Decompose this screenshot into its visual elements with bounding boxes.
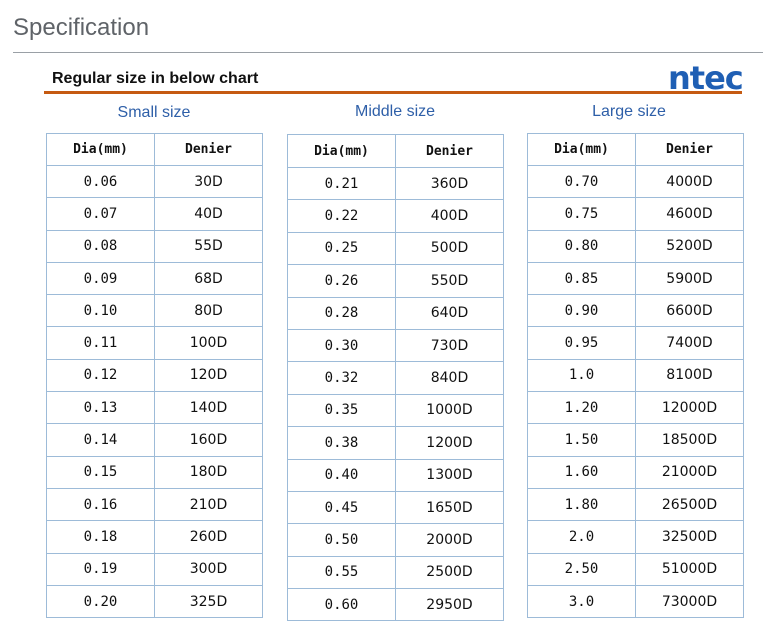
dia-cell: 0.28 [288,297,396,329]
denier-cell: 160D [155,424,263,456]
table-row [528,359,744,391]
dia-cell: 0.45 [288,491,396,523]
dia-cell: 0.15 [47,456,155,488]
denier-cell: 80D [155,295,263,327]
dia-cell: 2.50 [528,553,636,585]
table-row [288,556,504,588]
table-row [528,166,744,198]
dia-cell: 0.22 [288,200,396,232]
dia-column-header: Dia(mm) [47,134,155,166]
dia-cell: 0.95 [528,327,636,359]
table-row [528,198,744,230]
dia-cell: 0.20 [47,585,155,617]
dia-cell: 0.26 [288,265,396,297]
denier-cell: 1650D [396,491,504,523]
dia-cell: 0.60 [288,589,396,621]
denier-cell: 260D [155,521,263,553]
table-row [47,488,263,520]
denier-cell: 26500D [636,488,744,520]
table-row [288,265,504,297]
table-row [528,521,744,553]
denier-cell: 4000D [636,166,744,198]
dia-cell: 0.18 [47,521,155,553]
dia-cell: 0.35 [288,394,396,426]
small-size-table [46,133,263,618]
table-row [288,297,504,329]
denier-cell: 2950D [396,589,504,621]
denier-cell: 210D [155,488,263,520]
denier-cell: 1200D [396,427,504,459]
dia-cell: 0.75 [528,198,636,230]
dia-cell: 0.70 [528,166,636,198]
table-row [288,232,504,264]
dia-cell: 0.90 [528,295,636,327]
dia-cell: 0.80 [528,230,636,262]
table-row [288,427,504,459]
dia-cell: 0.85 [528,262,636,294]
denier-cell: 51000D [636,553,744,585]
table-row [288,491,504,523]
dia-column-header: Dia(mm) [288,135,396,168]
denier-cell: 18500D [636,424,744,456]
table-row [47,230,263,262]
denier-cell: 640D [396,297,504,329]
table-row [47,585,263,617]
dia-cell: 0.50 [288,524,396,556]
dia-cell: 1.50 [528,424,636,456]
denier-cell: 55D [155,230,263,262]
denier-cell: 1000D [396,394,504,426]
table-row [528,262,744,294]
denier-cell: 140D [155,392,263,424]
denier-cell: 7400D [636,327,744,359]
denier-cell: 120D [155,359,263,391]
table-row [47,166,263,198]
denier-column-header: Denier [155,134,263,166]
table-row [528,585,744,617]
denier-cell: 730D [396,329,504,361]
denier-column-header: Denier [636,134,744,166]
table-row [288,459,504,491]
dia-cell: 1.60 [528,456,636,488]
dia-cell: 0.38 [288,427,396,459]
denier-cell: 325D [155,585,263,617]
table-row [288,589,504,621]
table-row [47,327,263,359]
denier-cell: 100D [155,327,263,359]
denier-cell: 8100D [636,359,744,391]
denier-cell: 360D [396,168,504,200]
denier-cell: 30D [155,166,263,198]
table-row [528,392,744,424]
table-header-row [288,135,504,168]
dia-cell: 0.32 [288,362,396,394]
denier-cell: 180D [155,456,263,488]
denier-cell: 500D [396,232,504,264]
dia-cell: 0.12 [47,359,155,391]
denier-cell: 21000D [636,456,744,488]
table-row [288,329,504,361]
table-row [288,200,504,232]
table-row [528,295,744,327]
large-size-title: Large size [592,103,666,120]
middle-size-table [287,134,504,621]
denier-cell: 400D [396,200,504,232]
table-row [288,524,504,556]
dia-cell: 0.14 [47,424,155,456]
denier-cell: 32500D [636,521,744,553]
dia-cell: 0.40 [288,459,396,491]
table-row [528,456,744,488]
dia-column-header: Dia(mm) [528,134,636,166]
dia-cell: 0.21 [288,168,396,200]
page-title: Specification [13,14,150,41]
table-row [47,295,263,327]
table-row [47,456,263,488]
denier-cell: 2500D [396,556,504,588]
denier-column-header: Denier [396,135,504,168]
heading-divider [13,52,763,53]
table-header-row [528,134,744,166]
denier-cell: 5900D [636,262,744,294]
table-row [288,362,504,394]
denier-cell: 2000D [396,524,504,556]
dia-cell: 0.08 [47,230,155,262]
table-row [47,262,263,294]
denier-cell: 73000D [636,585,744,617]
dia-cell: 0.07 [47,198,155,230]
table-row [47,521,263,553]
dia-cell: 0.19 [47,553,155,585]
denier-cell: 40D [155,198,263,230]
dia-cell: 0.30 [288,329,396,361]
table-row [528,424,744,456]
dia-cell: 0.09 [47,262,155,294]
dia-cell: 0.25 [288,232,396,264]
chart-subtitle: Regular size in below chart [52,70,259,87]
middle-size-title: Middle size [354,103,436,120]
denier-cell: 4600D [636,198,744,230]
table-row [288,394,504,426]
denier-cell: 6600D [636,295,744,327]
dia-cell: 0.11 [47,327,155,359]
table-row [528,327,744,359]
dia-cell: 0.55 [288,556,396,588]
table-row [528,553,744,585]
denier-cell: 1300D [396,459,504,491]
large-size-table [527,133,744,618]
denier-cell: 300D [155,553,263,585]
dia-cell: 3.0 [528,585,636,617]
table-row [47,424,263,456]
table-row [47,553,263,585]
dia-cell: 0.16 [47,488,155,520]
denier-cell: 5200D [636,230,744,262]
table-row [47,359,263,391]
accent-divider [44,91,742,94]
denier-cell: 840D [396,362,504,394]
table-row [47,198,263,230]
dia-cell: 1.20 [528,392,636,424]
small-size-title: Small size [117,104,191,121]
denier-cell: 12000D [636,392,744,424]
dia-cell: 1.0 [528,359,636,391]
table-row [528,230,744,262]
table-row [288,168,504,200]
denier-cell: 68D [155,262,263,294]
dia-cell: 2.0 [528,521,636,553]
dia-cell: 0.10 [47,295,155,327]
dia-cell: 0.06 [47,166,155,198]
dia-cell: 0.13 [47,392,155,424]
brand-logo: ntec [668,59,743,97]
dia-cell: 1.80 [528,488,636,520]
table-header-row [47,134,263,166]
table-row [47,392,263,424]
table-row [528,488,744,520]
denier-cell: 550D [396,265,504,297]
